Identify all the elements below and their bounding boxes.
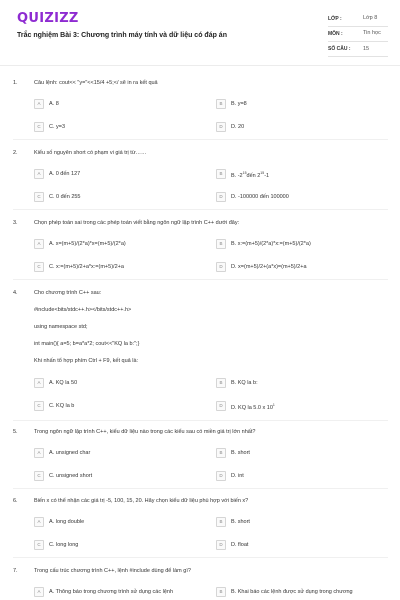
option-letter-badge: A (34, 378, 44, 388)
option-letter-badge: B (216, 99, 226, 109)
exponent: 15 (260, 171, 265, 175)
quizizz-logo: QUIZIZZ (17, 11, 79, 26)
option-letter-badge: C (34, 401, 44, 411)
option-letter-badge: B (216, 239, 226, 249)
option-b[interactable] (216, 99, 366, 109)
option-text: B. x:=(m+5)/(2*a)*x:=(m+5)/(2*a) (231, 241, 311, 247)
question-text: Trong ngôn ngữ lập trình C++, kiểu dữ liệu nào trong các kiểu sau có miền giá trị lớn nhất? (34, 429, 256, 435)
exponent: 15 (242, 171, 247, 175)
option-text: C. unsigned short (49, 473, 93, 479)
option-a[interactable] (34, 239, 184, 249)
question-number: 3. (13, 220, 18, 226)
option-letter-badge: C (34, 262, 44, 272)
option-b[interactable] (216, 239, 366, 249)
option-letter-badge: B (216, 378, 226, 388)
exponent: 1 (272, 403, 275, 407)
option-text: A. x=(m+5)/(2*a)*x=(m+5)/(2*a) (49, 241, 126, 247)
option-text: B. KQ la b: (231, 380, 258, 386)
option-letter-badge: C (34, 122, 44, 132)
count-value: 15 (363, 46, 370, 52)
option-text: D. float (231, 542, 249, 548)
option-letter-badge: D (216, 471, 226, 481)
option-text: A. long double (49, 519, 85, 525)
option-a[interactable] (34, 99, 184, 109)
option-text: A. 8 (49, 101, 59, 107)
question-divider (13, 420, 388, 421)
option-a[interactable] (34, 448, 184, 458)
subject-label: MÔN : (328, 31, 343, 37)
option-text-part: đến 2 (246, 172, 261, 179)
option-letter-badge: A (34, 99, 44, 109)
option-letter-badge: D (216, 192, 226, 202)
option-letter-badge: B (216, 587, 226, 597)
option-text: B. short (231, 519, 250, 525)
option-c[interactable] (34, 122, 184, 132)
option-letter-badge: C (34, 192, 44, 202)
question-text: Biến x có thể nhận các giá trị -5, 100, 15, 20. Hãy chọn kiểu dữ liệu phù hợp với biến x? (34, 498, 249, 504)
option-b[interactable] (216, 587, 366, 597)
question-divider (13, 209, 388, 210)
question-number: 6. (13, 498, 18, 504)
question-number: 2. (13, 150, 18, 156)
option-text: B. short (231, 450, 250, 456)
question-divider (13, 557, 388, 558)
page-title: Trắc nghiệm Bài 3: Chương trình máy tính và dữ liệu có đáp án (17, 32, 227, 39)
option-letter-badge: B (216, 448, 226, 458)
option-letter-badge: A (34, 517, 44, 527)
option-text (231, 171, 269, 179)
option-text: C. 0 đến 255 (49, 194, 81, 200)
option-letter-badge: C (34, 540, 44, 550)
option-d[interactable] (216, 262, 366, 272)
code-line: #include<bits/stdc++.h></bits/stdc++.h> (34, 307, 132, 313)
question-divider (13, 488, 388, 489)
subject-divider (328, 41, 388, 42)
option-letter-badge: A (34, 587, 44, 597)
class-label: LỚP : (328, 16, 342, 22)
question-text: Chọn phép toán sai trong các phép toán viết bằng ngôn ngữ lập trình C++ dưới đây: (34, 220, 240, 226)
question-divider (13, 279, 388, 280)
option-text: A. Thông báo trong chương trình sử dụng các lệnh (49, 589, 174, 595)
option-text: C. KQ la b (49, 403, 75, 409)
option-text: B. Khai báo các lệnh được sử dụng trong chương (231, 589, 353, 595)
header-divider (0, 65, 400, 66)
question-number: 4. (13, 290, 18, 296)
option-b[interactable] (216, 517, 366, 527)
option-letter-badge: D (216, 122, 226, 132)
option-text: B. y=8 (231, 101, 247, 107)
option-letter-badge: A (34, 239, 44, 249)
option-letter-badge: D (216, 540, 226, 550)
option-b[interactable] (216, 448, 366, 458)
question-prompt: Khi nhấn tổ hợp phím Ctrl + F9, kết quả là: (34, 358, 139, 364)
class-value: Lớp 8 (363, 15, 378, 21)
option-text: A. KQ la 50 (49, 380, 78, 386)
option-a[interactable] (34, 587, 184, 597)
option-text: C. x:=(m+5)/2+a*x:=(m+5)/2+a (49, 264, 124, 270)
option-c[interactable] (34, 471, 184, 481)
option-letter-badge: A (34, 169, 44, 179)
option-c[interactable] (34, 540, 184, 550)
option-text-part: B. -2 (231, 172, 243, 179)
option-letter-badge: A (34, 448, 44, 458)
option-text: A. 0 đến 127 (49, 171, 81, 177)
option-text: D. x=(m+5)/2+(a*x)=(m+5)/2+a (231, 264, 307, 270)
option-b[interactable] (216, 378, 366, 388)
option-c[interactable] (34, 401, 184, 411)
option-c[interactable] (34, 192, 184, 202)
option-text: D. 20 (231, 124, 245, 130)
count-divider (328, 56, 388, 57)
question-text: Trong cấu trúc chương trình C++, lệnh #include dùng để làm gì? (34, 568, 191, 574)
option-letter-badge: D (216, 262, 226, 272)
question-text: Cho chương trình C++ sau: (34, 290, 102, 296)
option-letter-badge: D (216, 401, 226, 411)
option-a[interactable] (34, 169, 184, 179)
option-text: C. y=3 (49, 124, 66, 130)
option-text: A. unsigned char (49, 450, 91, 456)
option-d[interactable] (216, 540, 366, 550)
class-divider (328, 26, 388, 27)
subject-value: Tin học (363, 30, 381, 36)
option-d[interactable] (216, 192, 366, 202)
question-text: Kiểu số nguyên short có phạm vi giá trị từ…… (34, 150, 147, 156)
option-letter-badge: B (216, 169, 226, 179)
option-text-part: D. KQ la 5.0 x 10 (231, 404, 273, 411)
question-number: 1. (13, 80, 18, 86)
option-letter-badge: C (34, 471, 44, 481)
question-number: 7. (13, 568, 18, 574)
option-d[interactable] (216, 401, 366, 411)
option-text: D. -100000 đến 100000 (231, 194, 289, 200)
option-letter-badge: B (216, 517, 226, 527)
option-d[interactable] (216, 122, 366, 132)
option-b[interactable] (216, 169, 366, 179)
option-a[interactable] (34, 517, 184, 527)
count-label: SỐ CÂU : (328, 46, 351, 52)
code-line: int main(){ a=5; b=a*a*2; cout<<"KQ la b:";} (34, 341, 140, 347)
option-text: C. long long (49, 542, 79, 548)
document-header (0, 0, 400, 62)
option-text-part: -1 (264, 172, 270, 179)
question-divider (13, 139, 388, 140)
option-a[interactable] (34, 378, 184, 388)
option-text: D. int (231, 473, 244, 479)
question-number: 5. (13, 429, 18, 435)
option-c[interactable] (34, 262, 184, 272)
code-line: using namespace std; (34, 324, 88, 330)
option-text (231, 403, 275, 411)
option-d[interactable] (216, 471, 366, 481)
question-text: Câu lệnh: cout<< "y="<<15/4 +5;</ sẽ in ra kết quả (34, 80, 158, 86)
